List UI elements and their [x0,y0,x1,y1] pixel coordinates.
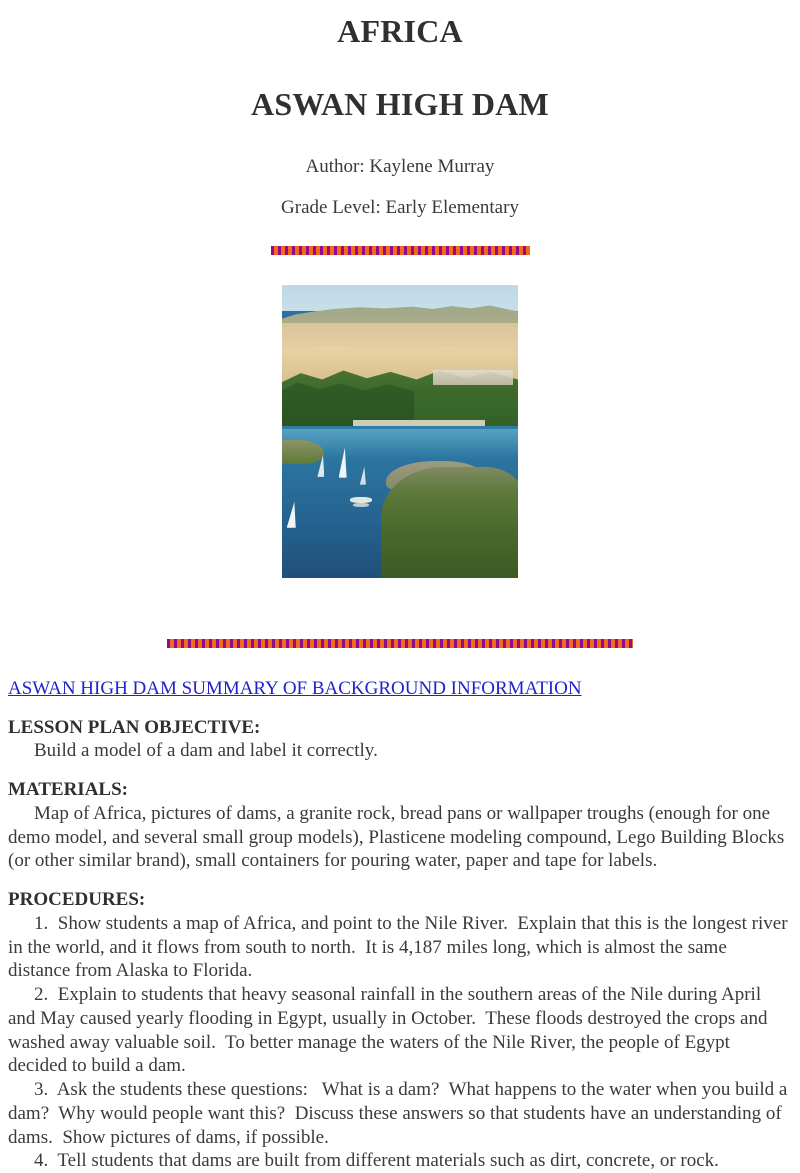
aswan-nile-photo [282,285,518,578]
page-title-africa: AFRICA [337,13,463,49]
lesson-plan-objective-heading: LESSON PLAN OBJECTIVE: [8,716,261,738]
materials-heading: MATERIALS: [8,779,128,801]
photo-wrapper [8,285,792,578]
photo-boat-hull [353,503,369,507]
procedure-item: 2. Explain to students that heavy seasonal rainfall in the southern areas of the Nile during April and May caused yearly flooding in Egypt, usually in October. These floods destroyed the crops and washed away valuable soil. To better manage the waters of the Nile River, the people of Egypt decided to build a dam. [8,984,773,1077]
decorative-divider-bottom [167,639,633,648]
procedure-item: 1. Show students a map of Africa, and point to the Nile River. Explain that this is the longest river in the world, and it flows from south to north. It is 4,187 miles long, which is almost the same distance from Alaska to Florida. [8,912,793,982]
procedure-item: 3. Ask the students these questions: What is a dam? What happens to the water when you build a dam? Why would people want this? Discuss these answers so that students have an understanding of dams. Show pictures of dams, if possible. [8,1079,793,1148]
photo-buildings [433,370,513,385]
lesson-plan-objective-text: Build a model of a dam and label it correctly. [34,740,378,762]
decorative-divider-top [271,246,530,255]
author-line: Author: Kaylene Murray [305,156,495,178]
page-title-aswan-high-dam: ASWAN HIGH DAM [251,86,549,123]
procedure-item: 4. Tell students that dams are built from different materials such as dirt, concrete, or rock. [34,1150,719,1172]
summary-background-information-link[interactable]: ASWAN HIGH DAM SUMMARY OF BACKGROUND INFORMATION [8,677,582,699]
divider-bottom-wrapper [8,635,792,653]
procedures-heading: PROCEDURES: [8,889,146,911]
document-page [0,14,800,1173]
materials-text: Map of Africa, pictures of dams, a granite rock, bread pans or wallpaper troughs (enough for one demo model, and several small group models), Plasticene modeling compound, Lego Building Blocks (or other similar brand), small containers for pouring water, paper and tape for labels. [8,802,789,872]
photo-green-island [381,467,518,578]
photo-left-bank [282,440,324,463]
divider-top-wrapper [8,220,792,260]
summary-link-row [8,677,792,701]
grade-level-line: Grade Level: Early Elementary [281,197,519,219]
